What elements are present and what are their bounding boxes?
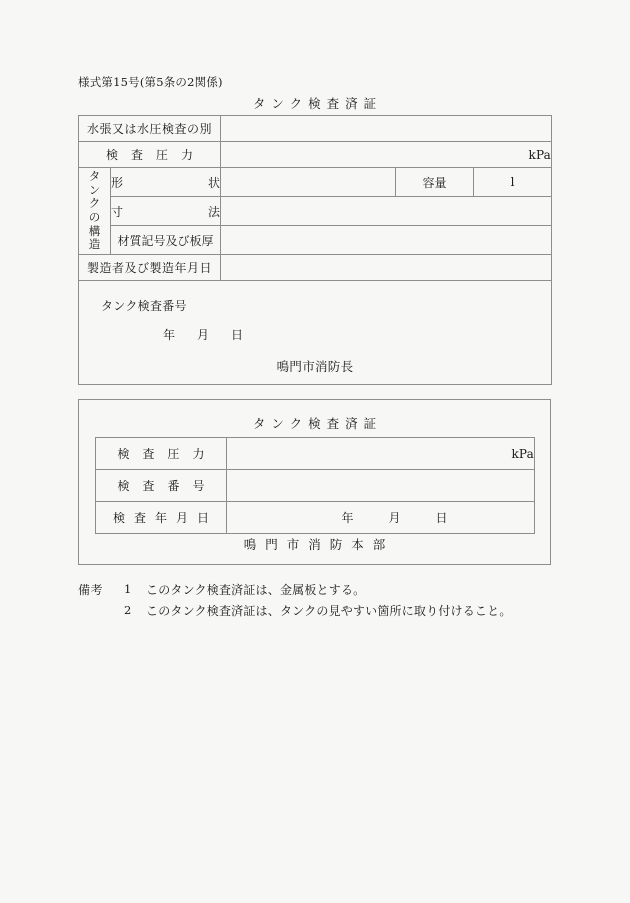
manufacturer-label: 製造者及び製造年月日 xyxy=(79,255,221,281)
inspection-number-label: タンク検査番号 xyxy=(101,299,187,313)
table-row-manufacturer xyxy=(79,255,552,281)
table-row xyxy=(96,470,535,502)
pressure-label: 検査圧力 xyxy=(79,142,221,168)
remark-number: 2 xyxy=(124,603,132,617)
table-row xyxy=(96,438,535,470)
table-row-signature-block xyxy=(79,281,552,385)
remarks-section xyxy=(78,584,578,626)
material-label: 材質記号及び板厚 xyxy=(111,226,221,255)
material-value[interactable] xyxy=(221,226,552,255)
form-number: 様式第15号(第5条の2関係) xyxy=(78,75,223,89)
plate-number-label: 検査番号 xyxy=(96,470,227,502)
plate-title: タンク検査済証 xyxy=(252,416,383,431)
plate-date-value[interactable]: 年月日 xyxy=(227,502,535,534)
plate-number-value[interactable] xyxy=(227,470,535,502)
dimension-label: 寸法 xyxy=(111,197,221,226)
remark-item xyxy=(78,584,578,596)
remark-number: 1 xyxy=(124,582,132,596)
table-row-dimension xyxy=(79,197,552,226)
table-row-pressure xyxy=(79,142,552,168)
dimension-value[interactable] xyxy=(221,197,552,226)
structure-group-label: タ ン ク の 構 造 xyxy=(79,168,111,255)
inspection-date-line[interactable]: 年月日 xyxy=(163,328,266,342)
plate-date-label: 検査年月日 xyxy=(96,502,227,534)
test-type-value[interactable] xyxy=(221,116,552,142)
table-row-test-type xyxy=(79,116,552,142)
signature-block-inner xyxy=(79,281,551,384)
plate-table xyxy=(95,437,535,534)
remark-item xyxy=(78,605,578,617)
issuing-authority: 鳴門市消防長 xyxy=(276,359,354,374)
shape-label: 形状 xyxy=(111,168,221,197)
remark-text: このタンク検査済証は、タンクの見やすい箇所に取り付けること。 xyxy=(146,604,512,618)
page-title: タンク検査済証 xyxy=(252,96,383,111)
table-row xyxy=(96,502,535,534)
manufacturer-value[interactable] xyxy=(221,255,552,281)
plate-footer-authority: 鳴門市消防本部 xyxy=(243,537,395,552)
capacity-label: 容量 xyxy=(396,168,474,197)
table-row-material xyxy=(79,226,552,255)
remark-text: このタンク検査済証は、金属板とする。 xyxy=(146,583,366,597)
remarks-heading: 備考 xyxy=(78,583,104,597)
shape-value[interactable] xyxy=(221,168,396,197)
test-type-label: 水張又は水圧検査の別 xyxy=(79,116,221,142)
tank-inspection-table xyxy=(78,115,552,385)
plate-pressure-label: 検査圧力 xyxy=(96,438,227,470)
signature-block xyxy=(79,281,552,385)
table-row-shape xyxy=(79,168,552,197)
plate-pressure-value[interactable]: kPa xyxy=(227,438,535,470)
pressure-value-with-unit[interactable]: kPa xyxy=(221,142,552,168)
capacity-unit[interactable]: l xyxy=(474,168,552,197)
tank-inspection-plate xyxy=(78,399,551,565)
